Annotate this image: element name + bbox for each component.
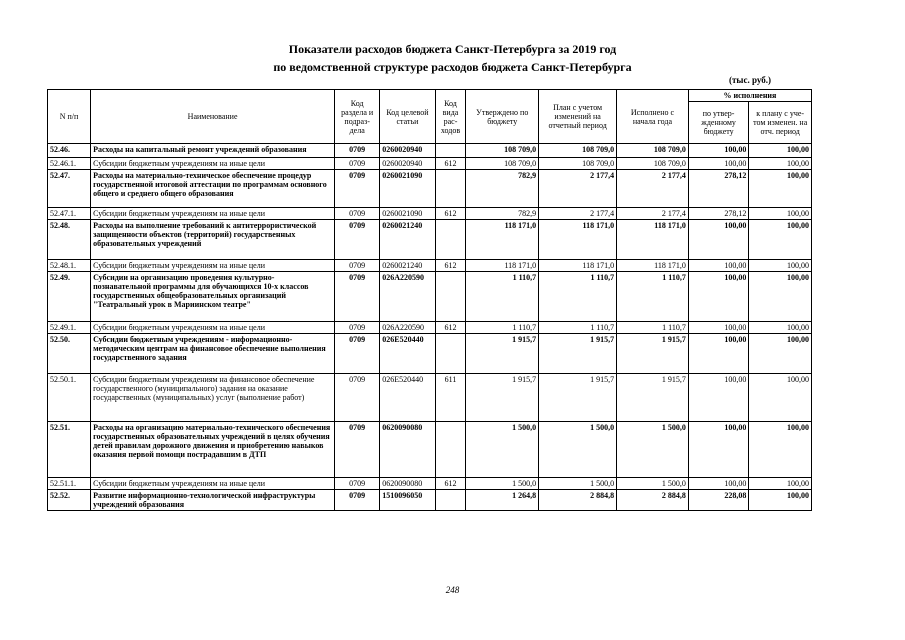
row-kind-code xyxy=(435,220,466,260)
row-section-code: 0709 xyxy=(335,478,380,490)
row-done: 1 110,7 xyxy=(617,272,689,322)
row-name: Расходы на выполнение требований к антитеррористической защищенности объектов (территорий) государственных образовательных учреждений xyxy=(91,220,335,260)
row-approved: 1 110,7 xyxy=(466,272,539,322)
row-target-code: 0260021090 xyxy=(380,170,435,208)
row-section-code: 0709 xyxy=(335,490,380,511)
row-approved: 118 171,0 xyxy=(466,220,539,260)
row-name: Субсидии бюджетным учреждениям на иные цели xyxy=(91,208,335,220)
row-pct-approved: 278,12 xyxy=(688,170,749,208)
row-pct-plan: 100,00 xyxy=(749,374,812,422)
row-target-code: 026А220590 xyxy=(380,272,435,322)
row-plan: 1 915,7 xyxy=(539,374,617,422)
row-target-code: 026Е520440 xyxy=(380,334,435,374)
row-section-code: 0709 xyxy=(335,260,380,272)
row-approved: 782,9 xyxy=(466,208,539,220)
row-pct-plan: 100,00 xyxy=(749,158,812,170)
row-pct-approved: 100,00 xyxy=(688,220,749,260)
row-done: 1 500,0 xyxy=(617,422,689,478)
row-pct-plan: 100,00 xyxy=(749,260,812,272)
row-section-code: 0709 xyxy=(335,208,380,220)
row-kind-code: 612 xyxy=(435,208,466,220)
row-kind-code xyxy=(435,272,466,322)
row-number: 52.47. xyxy=(48,170,91,208)
row-number: 52.48.1. xyxy=(48,260,91,272)
row-section-code: 0709 xyxy=(335,272,380,322)
row-kind-code: 612 xyxy=(435,322,466,334)
row-name: Развитие информационно-технологической инфраструктуры учреждений образования xyxy=(91,490,335,511)
row-number: 52.48. xyxy=(48,220,91,260)
row-plan: 118 171,0 xyxy=(539,260,617,272)
row-kind-code: 612 xyxy=(435,260,466,272)
row-pct-plan: 100,00 xyxy=(749,322,812,334)
row-number: 52.49.1. xyxy=(48,322,91,334)
row-name: Расходы на материально-техническое обеспечение процедур государственной итоговой аттестации по программам основного общего и среднего общего образования xyxy=(91,170,335,208)
row-pct-plan: 100,00 xyxy=(749,334,812,374)
row-done: 1 915,7 xyxy=(617,334,689,374)
row-name: Субсидии бюджетным учреждениям на иные цели xyxy=(91,322,335,334)
row-plan: 2 884,8 xyxy=(539,490,617,511)
row-approved: 1 264,8 xyxy=(466,490,539,511)
header-section: Код раздела и подраз-дела xyxy=(335,90,380,144)
row-pct-approved: 100,00 xyxy=(688,422,749,478)
row-pct-approved: 100,00 xyxy=(688,272,749,322)
row-target-code: 0260020940 xyxy=(380,158,435,170)
row-pct-approved: 228,08 xyxy=(688,490,749,511)
row-plan: 108 709,0 xyxy=(539,158,617,170)
row-pct-approved: 100,00 xyxy=(688,158,749,170)
row-done: 118 171,0 xyxy=(617,220,689,260)
row-target-code: 0620090080 xyxy=(380,422,435,478)
row-pct-plan: 100,00 xyxy=(749,208,812,220)
row-done: 2 177,4 xyxy=(617,208,689,220)
page-subtitle: по ведомственной структуре расходов бюджета Санкт-Петербурга xyxy=(273,60,632,74)
row-target-code: 1510096050 xyxy=(380,490,435,511)
row-approved: 1 915,7 xyxy=(466,334,539,374)
row-name: Субсидии на организацию проведения культурно-познавательной программы для обучающихся 10-х классов государственных общеобразовательных организаций "Театральный урок в Мариинском театре" xyxy=(91,272,335,322)
row-section-code: 0709 xyxy=(335,220,380,260)
row-kind-code xyxy=(435,334,466,374)
table-row xyxy=(48,158,812,170)
table-body xyxy=(48,144,812,511)
row-plan: 118 171,0 xyxy=(539,220,617,260)
row-name: Расходы на капитальный ремонт учреждений образования xyxy=(91,144,335,158)
row-done: 108 709,0 xyxy=(617,144,689,158)
row-kind-code xyxy=(435,170,466,208)
table-row xyxy=(48,220,812,260)
header-name: Наименование xyxy=(91,90,335,144)
row-name: Субсидии бюджетным учреждениям на иные цели xyxy=(91,158,335,170)
row-section-code: 0709 xyxy=(335,422,380,478)
table-row xyxy=(48,208,812,220)
row-number: 52.50. xyxy=(48,334,91,374)
row-number: 52.46.1. xyxy=(48,158,91,170)
table-row xyxy=(48,144,812,158)
row-pct-plan: 100,00 xyxy=(749,422,812,478)
row-number: 52.52. xyxy=(48,490,91,511)
header-plan: План с учетом изменений на отчетный период xyxy=(539,90,617,144)
header-num: N п/п xyxy=(48,90,91,144)
row-done: 118 171,0 xyxy=(617,260,689,272)
row-approved: 782,9 xyxy=(466,170,539,208)
table-row xyxy=(48,334,812,374)
row-number: 52.46. xyxy=(48,144,91,158)
row-target-code: 0260021090 xyxy=(380,208,435,220)
row-number: 52.47.1. xyxy=(48,208,91,220)
row-pct-approved: 100,00 xyxy=(688,322,749,334)
page-title: Показатели расходов бюджета Санкт-Петербурга за 2019 год xyxy=(288,42,617,56)
row-pct-approved: 100,00 xyxy=(688,334,749,374)
row-number: 52.51. xyxy=(48,422,91,478)
row-target-code: 026А220590 xyxy=(380,322,435,334)
row-pct-approved: 100,00 xyxy=(688,260,749,272)
row-approved: 108 709,0 xyxy=(466,144,539,158)
row-pct-approved: 100,00 xyxy=(688,144,749,158)
row-kind-code: 612 xyxy=(435,478,466,490)
row-kind-code xyxy=(435,422,466,478)
row-target-code: 0260021240 xyxy=(380,260,435,272)
row-pct-plan: 100,00 xyxy=(749,490,812,511)
row-approved: 1 500,0 xyxy=(466,478,539,490)
table-row xyxy=(48,422,812,478)
table-row xyxy=(48,374,812,422)
row-approved: 108 709,0 xyxy=(466,158,539,170)
row-pct-plan: 100,00 xyxy=(749,220,812,260)
row-pct-plan: 100,00 xyxy=(749,170,812,208)
row-plan: 2 177,4 xyxy=(539,208,617,220)
page-number: 248 xyxy=(445,585,460,595)
row-pct-approved: 100,00 xyxy=(688,478,749,490)
row-approved: 1 500,0 xyxy=(466,422,539,478)
row-pct-plan: 100,00 xyxy=(749,478,812,490)
row-target-code: 0260021240 xyxy=(380,220,435,260)
row-number: 52.51.1. xyxy=(48,478,91,490)
header-done: Исполнено с начала года xyxy=(617,90,689,144)
row-done: 1 500,0 xyxy=(617,478,689,490)
header-target: Код целевой статьи xyxy=(380,90,435,144)
row-plan: 1 110,7 xyxy=(539,272,617,322)
row-done: 108 709,0 xyxy=(617,158,689,170)
row-section-code: 0709 xyxy=(335,374,380,422)
row-target-code: 0620090080 xyxy=(380,478,435,490)
row-name: Субсидии бюджетным учреждениям - информационно-методическим центрам на финансовое обеспечение выполнения государственного задания xyxy=(91,334,335,374)
row-plan: 2 177,4 xyxy=(539,170,617,208)
row-section-code: 0709 xyxy=(335,158,380,170)
row-kind-code xyxy=(435,490,466,511)
row-plan: 108 709,0 xyxy=(539,144,617,158)
budget-table xyxy=(47,89,812,511)
row-done: 1 915,7 xyxy=(617,374,689,422)
row-approved: 1 915,7 xyxy=(466,374,539,422)
row-name: Субсидии бюджетным учреждениям на иные цели xyxy=(91,478,335,490)
row-target-code: 026Е520440 xyxy=(380,374,435,422)
row-section-code: 0709 xyxy=(335,170,380,208)
row-done: 2 177,4 xyxy=(617,170,689,208)
row-number: 52.49. xyxy=(48,272,91,322)
row-kind-code: 611 xyxy=(435,374,466,422)
row-number: 52.50.1. xyxy=(48,374,91,422)
row-pct-plan: 100,00 xyxy=(749,272,812,322)
header-kind: Код вида рас-ходов xyxy=(435,90,466,144)
row-name: Субсидии бюджетным учреждениям на иные цели xyxy=(91,260,335,272)
units-label: (тыс. руб.) xyxy=(729,75,771,85)
row-pct-approved: 278,12 xyxy=(688,208,749,220)
table-row xyxy=(48,272,812,322)
row-done: 1 110,7 xyxy=(617,322,689,334)
row-pct-plan: 100,00 xyxy=(749,144,812,158)
row-plan: 1 500,0 xyxy=(539,478,617,490)
row-pct-approved: 100,00 xyxy=(688,374,749,422)
row-target-code: 0260020940 xyxy=(380,144,435,158)
row-name: Субсидии бюджетным учреждениям на финансовое обеспечение государственного (муниципального) задания на оказание государственных (муниципальных) услуг (выполнение работ) xyxy=(91,374,335,422)
row-section-code: 0709 xyxy=(335,144,380,158)
header-pct-plan: к плану с уче-том изменен. на отч. период xyxy=(749,102,812,144)
row-kind-code xyxy=(435,144,466,158)
row-kind-code: 612 xyxy=(435,158,466,170)
row-section-code: 0709 xyxy=(335,334,380,374)
table-row xyxy=(48,322,812,334)
row-approved: 1 110,7 xyxy=(466,322,539,334)
row-section-code: 0709 xyxy=(335,322,380,334)
table-row xyxy=(48,260,812,272)
row-done: 2 884,8 xyxy=(617,490,689,511)
row-plan: 1 500,0 xyxy=(539,422,617,478)
header-approved: Утверждено по бюджету xyxy=(466,90,539,144)
table-row xyxy=(48,490,812,511)
row-name: Расходы на организацию материально-технического обеспечения государственных образовательных учреждений в целях обучения детей правилам дорожного движения и приобретению навыков оказания первой помощи пострадавшим в ДТП xyxy=(91,422,335,478)
row-plan: 1 915,7 xyxy=(539,334,617,374)
row-plan: 1 110,7 xyxy=(539,322,617,334)
row-approved: 118 171,0 xyxy=(466,260,539,272)
header-pct: % исполнения xyxy=(688,90,811,102)
header-pct-approved: по утвер-жденному бюджету xyxy=(688,102,749,144)
table-row xyxy=(48,170,812,208)
table-row xyxy=(48,478,812,490)
